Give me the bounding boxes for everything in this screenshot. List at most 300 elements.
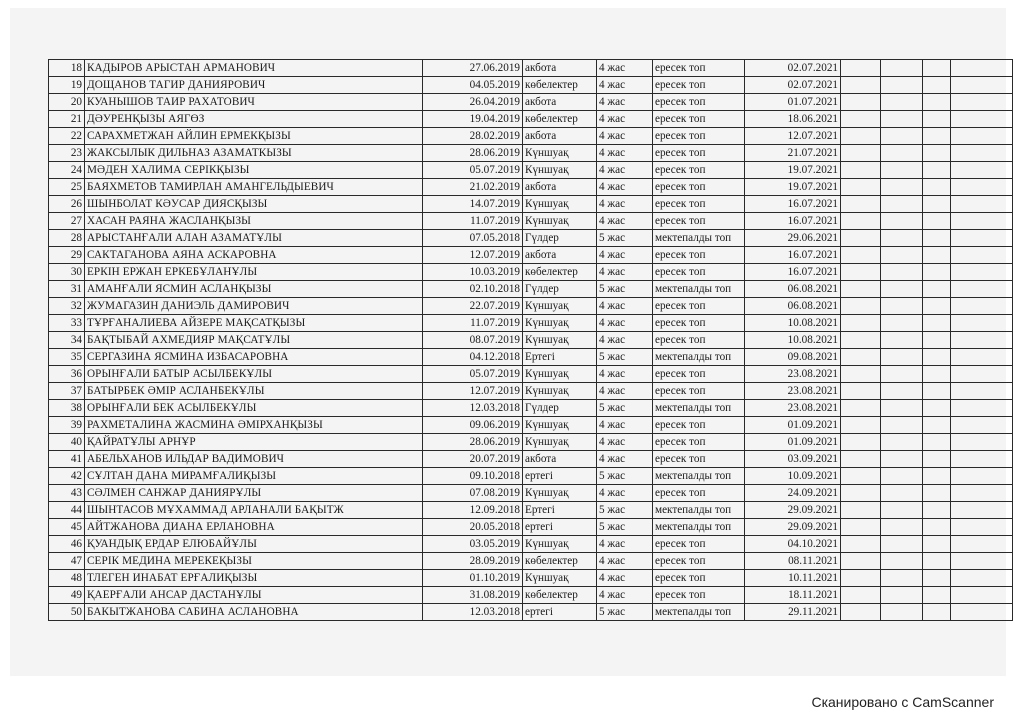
- group-name: ертегі: [523, 468, 597, 485]
- row-number: 20: [49, 94, 85, 111]
- empty-cell: [923, 315, 951, 332]
- birth-date: 02.10.2018: [423, 281, 523, 298]
- group-category: ересек топ: [653, 332, 745, 349]
- group-name: Күншуақ: [523, 485, 597, 502]
- age-value: 4 жас: [597, 179, 653, 196]
- empty-cell: [923, 264, 951, 281]
- empty-cell: [923, 604, 951, 621]
- group-category: мектепалды топ: [653, 468, 745, 485]
- child-name: БАКЫТЖАНОВА САБИНА АСЛАНОВНА: [85, 604, 423, 621]
- row-number: 19: [49, 77, 85, 94]
- table-row: [49, 298, 1013, 315]
- empty-cell: [881, 94, 923, 111]
- empty-cell: [923, 128, 951, 145]
- group-category: мектепалды топ: [653, 502, 745, 519]
- row-number: 23: [49, 145, 85, 162]
- child-name: ҚУАНДЫҚ ЕРДАР ЕЛЮБАЙҰЛЫ: [85, 536, 423, 553]
- row-number: 43: [49, 485, 85, 502]
- empty-cell: [923, 349, 951, 366]
- table-row: [49, 94, 1013, 111]
- empty-cell: [951, 451, 1013, 468]
- enrollment-date: 29.06.2021: [745, 230, 841, 247]
- row-number: 47: [49, 553, 85, 570]
- table-row: [49, 383, 1013, 400]
- row-number: 39: [49, 417, 85, 434]
- enrollment-date: 10.08.2021: [745, 315, 841, 332]
- child-name: ЖУМАГАЗИН ДАНИЭЛЬ ДАМИРОВИЧ: [85, 298, 423, 315]
- group-name: акбота: [523, 128, 597, 145]
- age-value: 4 жас: [597, 315, 653, 332]
- enrollment-date: 16.07.2021: [745, 264, 841, 281]
- birth-date: 01.10.2019: [423, 570, 523, 587]
- group-category: ересек топ: [653, 111, 745, 128]
- empty-cell: [841, 315, 881, 332]
- enrollment-date: 10.11.2021: [745, 570, 841, 587]
- table-row: [49, 179, 1013, 196]
- age-value: 4 жас: [597, 485, 653, 502]
- empty-cell: [841, 60, 881, 77]
- group-category: мектепалды топ: [653, 400, 745, 417]
- empty-cell: [881, 60, 923, 77]
- empty-cell: [923, 485, 951, 502]
- age-value: 4 жас: [597, 587, 653, 604]
- group-name: Күншуақ: [523, 196, 597, 213]
- empty-cell: [841, 111, 881, 128]
- empty-cell: [951, 417, 1013, 434]
- child-name: САКТАГАНОВА АЯНА АСКАРОВНА: [85, 247, 423, 264]
- enrollment-date: 19.07.2021: [745, 162, 841, 179]
- empty-cell: [841, 383, 881, 400]
- group-category: ересек топ: [653, 60, 745, 77]
- group-category: ересек топ: [653, 77, 745, 94]
- group-category: ересек топ: [653, 315, 745, 332]
- child-name: БАТЫРБЕК ӘМІР АСЛАНБЕКҰЛЫ: [85, 383, 423, 400]
- enrollment-date: 16.07.2021: [745, 213, 841, 230]
- child-name: БАҚТЫБАЙ АХМЕДИЯР МАҚСАТҰЛЫ: [85, 332, 423, 349]
- empty-cell: [951, 179, 1013, 196]
- age-value: 4 жас: [597, 366, 653, 383]
- row-number: 50: [49, 604, 85, 621]
- empty-cell: [881, 111, 923, 128]
- table-row: [49, 162, 1013, 179]
- row-number: 33: [49, 315, 85, 332]
- birth-date: 04.12.2018: [423, 349, 523, 366]
- empty-cell: [881, 298, 923, 315]
- age-value: 5 жас: [597, 502, 653, 519]
- group-category: ересек топ: [653, 264, 745, 281]
- empty-cell: [923, 332, 951, 349]
- child-name: АРЫСТАНҒАЛИ АЛАН АЗАМАТҰЛЫ: [85, 230, 423, 247]
- empty-cell: [923, 383, 951, 400]
- group-category: ересек топ: [653, 162, 745, 179]
- enrollment-date: 18.06.2021: [745, 111, 841, 128]
- empty-cell: [923, 94, 951, 111]
- table-row: [49, 400, 1013, 417]
- child-name: АБЕЛЬХАНОВ ИЛЬДАР ВАДИМОВИЧ: [85, 451, 423, 468]
- empty-cell: [881, 570, 923, 587]
- age-value: 4 жас: [597, 417, 653, 434]
- empty-cell: [951, 570, 1013, 587]
- age-value: 4 жас: [597, 570, 653, 587]
- birth-date: 22.07.2019: [423, 298, 523, 315]
- empty-cell: [881, 587, 923, 604]
- table-row: [49, 485, 1013, 502]
- empty-cell: [841, 587, 881, 604]
- empty-cell: [841, 298, 881, 315]
- child-name: ОРЫНҒАЛИ БАТЫР АСЫЛБЕКҰЛЫ: [85, 366, 423, 383]
- table-row: [49, 332, 1013, 349]
- row-number: 29: [49, 247, 85, 264]
- empty-cell: [841, 536, 881, 553]
- row-number: 41: [49, 451, 85, 468]
- empty-cell: [951, 60, 1013, 77]
- table-row: [49, 604, 1013, 621]
- birth-date: 26.04.2019: [423, 94, 523, 111]
- group-name: көбелектер: [523, 587, 597, 604]
- empty-cell: [951, 196, 1013, 213]
- group-category: ересек топ: [653, 128, 745, 145]
- empty-cell: [841, 604, 881, 621]
- child-name: СЕРІК МЕДИНА МЕРЕКЕҚЫЗЫ: [85, 553, 423, 570]
- empty-cell: [881, 451, 923, 468]
- empty-cell: [923, 111, 951, 128]
- row-number: 45: [49, 519, 85, 536]
- age-value: 5 жас: [597, 519, 653, 536]
- group-name: көбелектер: [523, 553, 597, 570]
- group-name: Гүлдер: [523, 230, 597, 247]
- child-name: САРАХМЕТЖАН АЙЛИН ЕРМЕКҚЫЗЫ: [85, 128, 423, 145]
- birth-date: 05.07.2019: [423, 162, 523, 179]
- empty-cell: [881, 604, 923, 621]
- group-name: Күншуақ: [523, 332, 597, 349]
- empty-cell: [923, 230, 951, 247]
- row-number: 37: [49, 383, 85, 400]
- child-name: БАЯХМЕТОВ ТАМИРЛАН АМАНГЕЛЬДЫЕВИЧ: [85, 179, 423, 196]
- row-number: 28: [49, 230, 85, 247]
- row-number: 30: [49, 264, 85, 281]
- empty-cell: [951, 553, 1013, 570]
- empty-cell: [881, 553, 923, 570]
- empty-cell: [923, 536, 951, 553]
- empty-cell: [923, 434, 951, 451]
- child-name: ХАСАН РАЯНА ЖАСЛАНҚЫЗЫ: [85, 213, 423, 230]
- group-name: акбота: [523, 451, 597, 468]
- child-name: СЕРГАЗИНА ЯСМИНА ИЗБАСАРОВНА: [85, 349, 423, 366]
- empty-cell: [951, 383, 1013, 400]
- empty-cell: [881, 383, 923, 400]
- group-name: ертегі: [523, 519, 597, 536]
- table-row: [49, 468, 1013, 485]
- age-value: 4 жас: [597, 553, 653, 570]
- empty-cell: [923, 570, 951, 587]
- empty-cell: [841, 247, 881, 264]
- enrollment-date: 03.09.2021: [745, 451, 841, 468]
- empty-cell: [841, 213, 881, 230]
- row-number: 24: [49, 162, 85, 179]
- group-category: ересек топ: [653, 434, 745, 451]
- age-value: 4 жас: [597, 264, 653, 281]
- empty-cell: [951, 604, 1013, 621]
- empty-cell: [841, 417, 881, 434]
- empty-cell: [841, 366, 881, 383]
- empty-cell: [841, 349, 881, 366]
- empty-cell: [951, 332, 1013, 349]
- row-number: 46: [49, 536, 85, 553]
- enrollment-date: 10.08.2021: [745, 332, 841, 349]
- birth-date: 20.07.2019: [423, 451, 523, 468]
- enrollment-date: 19.07.2021: [745, 179, 841, 196]
- child-name: ОРЫНҒАЛИ БЕК АСЫЛБЕКҰЛЫ: [85, 400, 423, 417]
- empty-cell: [841, 196, 881, 213]
- group-category: ересек топ: [653, 570, 745, 587]
- row-number: 38: [49, 400, 85, 417]
- age-value: 5 жас: [597, 230, 653, 247]
- empty-cell: [881, 519, 923, 536]
- group-category: мектепалды топ: [653, 281, 745, 298]
- group-name: Күншуақ: [523, 570, 597, 587]
- group-name: Гүлдер: [523, 400, 597, 417]
- table-row: [49, 570, 1013, 587]
- birth-date: 14.07.2019: [423, 196, 523, 213]
- group-name: акбота: [523, 179, 597, 196]
- empty-cell: [841, 519, 881, 536]
- group-category: ересек топ: [653, 383, 745, 400]
- age-value: 4 жас: [597, 77, 653, 94]
- enrollment-date: 24.09.2021: [745, 485, 841, 502]
- empty-cell: [951, 502, 1013, 519]
- enrollment-date: 01.07.2021: [745, 94, 841, 111]
- empty-cell: [841, 128, 881, 145]
- table-row: [49, 213, 1013, 230]
- birth-date: 20.05.2018: [423, 519, 523, 536]
- row-number: 18: [49, 60, 85, 77]
- group-category: мектепалды топ: [653, 519, 745, 536]
- age-value: 4 жас: [597, 332, 653, 349]
- enrollment-date: 10.09.2021: [745, 468, 841, 485]
- group-name: Күншуақ: [523, 213, 597, 230]
- child-name: ДӘУРЕНҚЫЗЫ АЯГӨЗ: [85, 111, 423, 128]
- empty-cell: [881, 400, 923, 417]
- group-category: мектепалды топ: [653, 349, 745, 366]
- empty-cell: [951, 587, 1013, 604]
- scanner-footer: Сканировано с CamScanner: [811, 694, 994, 710]
- enrollment-date: 01.09.2021: [745, 417, 841, 434]
- empty-cell: [923, 400, 951, 417]
- enrollment-date: 01.09.2021: [745, 434, 841, 451]
- table-row: [49, 553, 1013, 570]
- empty-cell: [923, 179, 951, 196]
- empty-cell: [881, 417, 923, 434]
- empty-cell: [951, 213, 1013, 230]
- table-row: [49, 519, 1013, 536]
- empty-cell: [923, 77, 951, 94]
- empty-cell: [841, 553, 881, 570]
- child-name: СҰЛТАН ДАНА МИРАМҒАЛИҚЫЗЫ: [85, 468, 423, 485]
- empty-cell: [881, 366, 923, 383]
- empty-cell: [881, 145, 923, 162]
- group-name: Күншуақ: [523, 315, 597, 332]
- group-name: ертегі: [523, 604, 597, 621]
- child-name: КАДЫРОВ АРЫСТАН АРМАНОВИЧ: [85, 60, 423, 77]
- child-name: ШЫНТАСОВ МҰХАММАД АРЛАНАЛИ БАҚЫТЖ: [85, 502, 423, 519]
- row-number: 42: [49, 468, 85, 485]
- group-category: ересек топ: [653, 417, 745, 434]
- empty-cell: [881, 502, 923, 519]
- empty-cell: [841, 162, 881, 179]
- enrollment-date: 02.07.2021: [745, 60, 841, 77]
- birth-date: 03.05.2019: [423, 536, 523, 553]
- group-category: ересек топ: [653, 451, 745, 468]
- group-category: ересек топ: [653, 179, 745, 196]
- empty-cell: [923, 213, 951, 230]
- group-category: мектепалды топ: [653, 604, 745, 621]
- empty-cell: [951, 247, 1013, 264]
- birth-date: 12.03.2018: [423, 400, 523, 417]
- child-name: КУАНЫШОВ ТАИР РАХАТОВИЧ: [85, 94, 423, 111]
- empty-cell: [923, 196, 951, 213]
- empty-cell: [881, 281, 923, 298]
- empty-cell: [881, 77, 923, 94]
- birth-date: 10.03.2019: [423, 264, 523, 281]
- age-value: 4 жас: [597, 196, 653, 213]
- enrollment-date: 29.09.2021: [745, 519, 841, 536]
- empty-cell: [923, 366, 951, 383]
- row-number: 31: [49, 281, 85, 298]
- group-name: акбота: [523, 247, 597, 264]
- enrollment-date: 04.10.2021: [745, 536, 841, 553]
- birth-date: 12.03.2018: [423, 604, 523, 621]
- enrollment-date: 18.11.2021: [745, 587, 841, 604]
- group-name: Ертегі: [523, 502, 597, 519]
- age-value: 4 жас: [597, 434, 653, 451]
- table-row: [49, 536, 1013, 553]
- empty-cell: [881, 128, 923, 145]
- empty-cell: [881, 536, 923, 553]
- age-value: 4 жас: [597, 536, 653, 553]
- group-name: акбота: [523, 60, 597, 77]
- empty-cell: [881, 349, 923, 366]
- group-name: Күншуақ: [523, 383, 597, 400]
- enrollment-date: 02.07.2021: [745, 77, 841, 94]
- empty-cell: [951, 468, 1013, 485]
- child-name: РАХМЕТАЛИНА ЖАСМИНА ӘМІРХАНҚЫЗЫ: [85, 417, 423, 434]
- table-row: [49, 264, 1013, 281]
- enrollment-date: 06.08.2021: [745, 298, 841, 315]
- child-name: ШЫНБОЛАТ КӘУСАР ДИЯСҚЫЗЫ: [85, 196, 423, 213]
- row-number: 35: [49, 349, 85, 366]
- empty-cell: [841, 485, 881, 502]
- row-number: 27: [49, 213, 85, 230]
- birth-date: 11.07.2019: [423, 213, 523, 230]
- table-row: [49, 60, 1013, 77]
- enrollment-date: 06.08.2021: [745, 281, 841, 298]
- empty-cell: [881, 332, 923, 349]
- empty-cell: [951, 434, 1013, 451]
- birth-date: 09.06.2019: [423, 417, 523, 434]
- empty-cell: [951, 298, 1013, 315]
- age-value: 4 жас: [597, 383, 653, 400]
- group-name: Гүлдер: [523, 281, 597, 298]
- enrollment-date: 09.08.2021: [745, 349, 841, 366]
- empty-cell: [881, 468, 923, 485]
- child-name: ЖАКСЫЛЫК ДИЛЬНАЗ АЗАМАТКЫЗЫ: [85, 145, 423, 162]
- age-value: 4 жас: [597, 451, 653, 468]
- empty-cell: [841, 94, 881, 111]
- empty-cell: [841, 145, 881, 162]
- birth-date: 12.07.2019: [423, 247, 523, 264]
- birth-date: 07.05.2018: [423, 230, 523, 247]
- birth-date: 11.07.2019: [423, 315, 523, 332]
- age-value: 4 жас: [597, 298, 653, 315]
- group-name: көбелектер: [523, 264, 597, 281]
- row-number: 49: [49, 587, 85, 604]
- row-number: 36: [49, 366, 85, 383]
- birth-date: 28.06.2019: [423, 145, 523, 162]
- child-name: АЙТЖАНОВА ДИАНА ЕРЛАНОВНА: [85, 519, 423, 536]
- group-name: Ертегі: [523, 349, 597, 366]
- age-value: 4 жас: [597, 162, 653, 179]
- empty-cell: [923, 553, 951, 570]
- empty-cell: [951, 315, 1013, 332]
- group-name: көбелектер: [523, 77, 597, 94]
- empty-cell: [923, 298, 951, 315]
- enrollment-date: 29.11.2021: [745, 604, 841, 621]
- empty-cell: [841, 281, 881, 298]
- age-value: 5 жас: [597, 349, 653, 366]
- group-name: Күншуақ: [523, 417, 597, 434]
- empty-cell: [841, 179, 881, 196]
- birth-date: 07.08.2019: [423, 485, 523, 502]
- enrollment-date: 29.09.2021: [745, 502, 841, 519]
- birth-date: 28.02.2019: [423, 128, 523, 145]
- group-name: Күншуақ: [523, 145, 597, 162]
- table-row: [49, 587, 1013, 604]
- enrollment-date: 23.08.2021: [745, 383, 841, 400]
- empty-cell: [841, 434, 881, 451]
- empty-cell: [841, 332, 881, 349]
- empty-cell: [923, 417, 951, 434]
- empty-cell: [881, 230, 923, 247]
- birth-date: 21.02.2019: [423, 179, 523, 196]
- age-value: 5 жас: [597, 281, 653, 298]
- table-row: [49, 247, 1013, 264]
- enrollment-date: 21.07.2021: [745, 145, 841, 162]
- empty-cell: [923, 587, 951, 604]
- row-number: 21: [49, 111, 85, 128]
- empty-cell: [841, 451, 881, 468]
- enrollment-date: 23.08.2021: [745, 400, 841, 417]
- child-name: ТЛЕГЕН ИНАБАТ ЕРҒАЛИҚЫЗЫ: [85, 570, 423, 587]
- row-number: 26: [49, 196, 85, 213]
- children-roster-table: [48, 59, 1013, 621]
- birth-date: 12.07.2019: [423, 383, 523, 400]
- child-name: ҚАЙРАТҰЛЫ АРНҰР: [85, 434, 423, 451]
- row-number: 22: [49, 128, 85, 145]
- group-category: ересек топ: [653, 366, 745, 383]
- empty-cell: [951, 111, 1013, 128]
- empty-cell: [881, 179, 923, 196]
- empty-cell: [951, 281, 1013, 298]
- empty-cell: [841, 468, 881, 485]
- empty-cell: [951, 230, 1013, 247]
- row-number: 34: [49, 332, 85, 349]
- row-number: 25: [49, 179, 85, 196]
- birth-date: 12.09.2018: [423, 502, 523, 519]
- empty-cell: [881, 213, 923, 230]
- empty-cell: [923, 502, 951, 519]
- age-value: 5 жас: [597, 604, 653, 621]
- empty-cell: [923, 519, 951, 536]
